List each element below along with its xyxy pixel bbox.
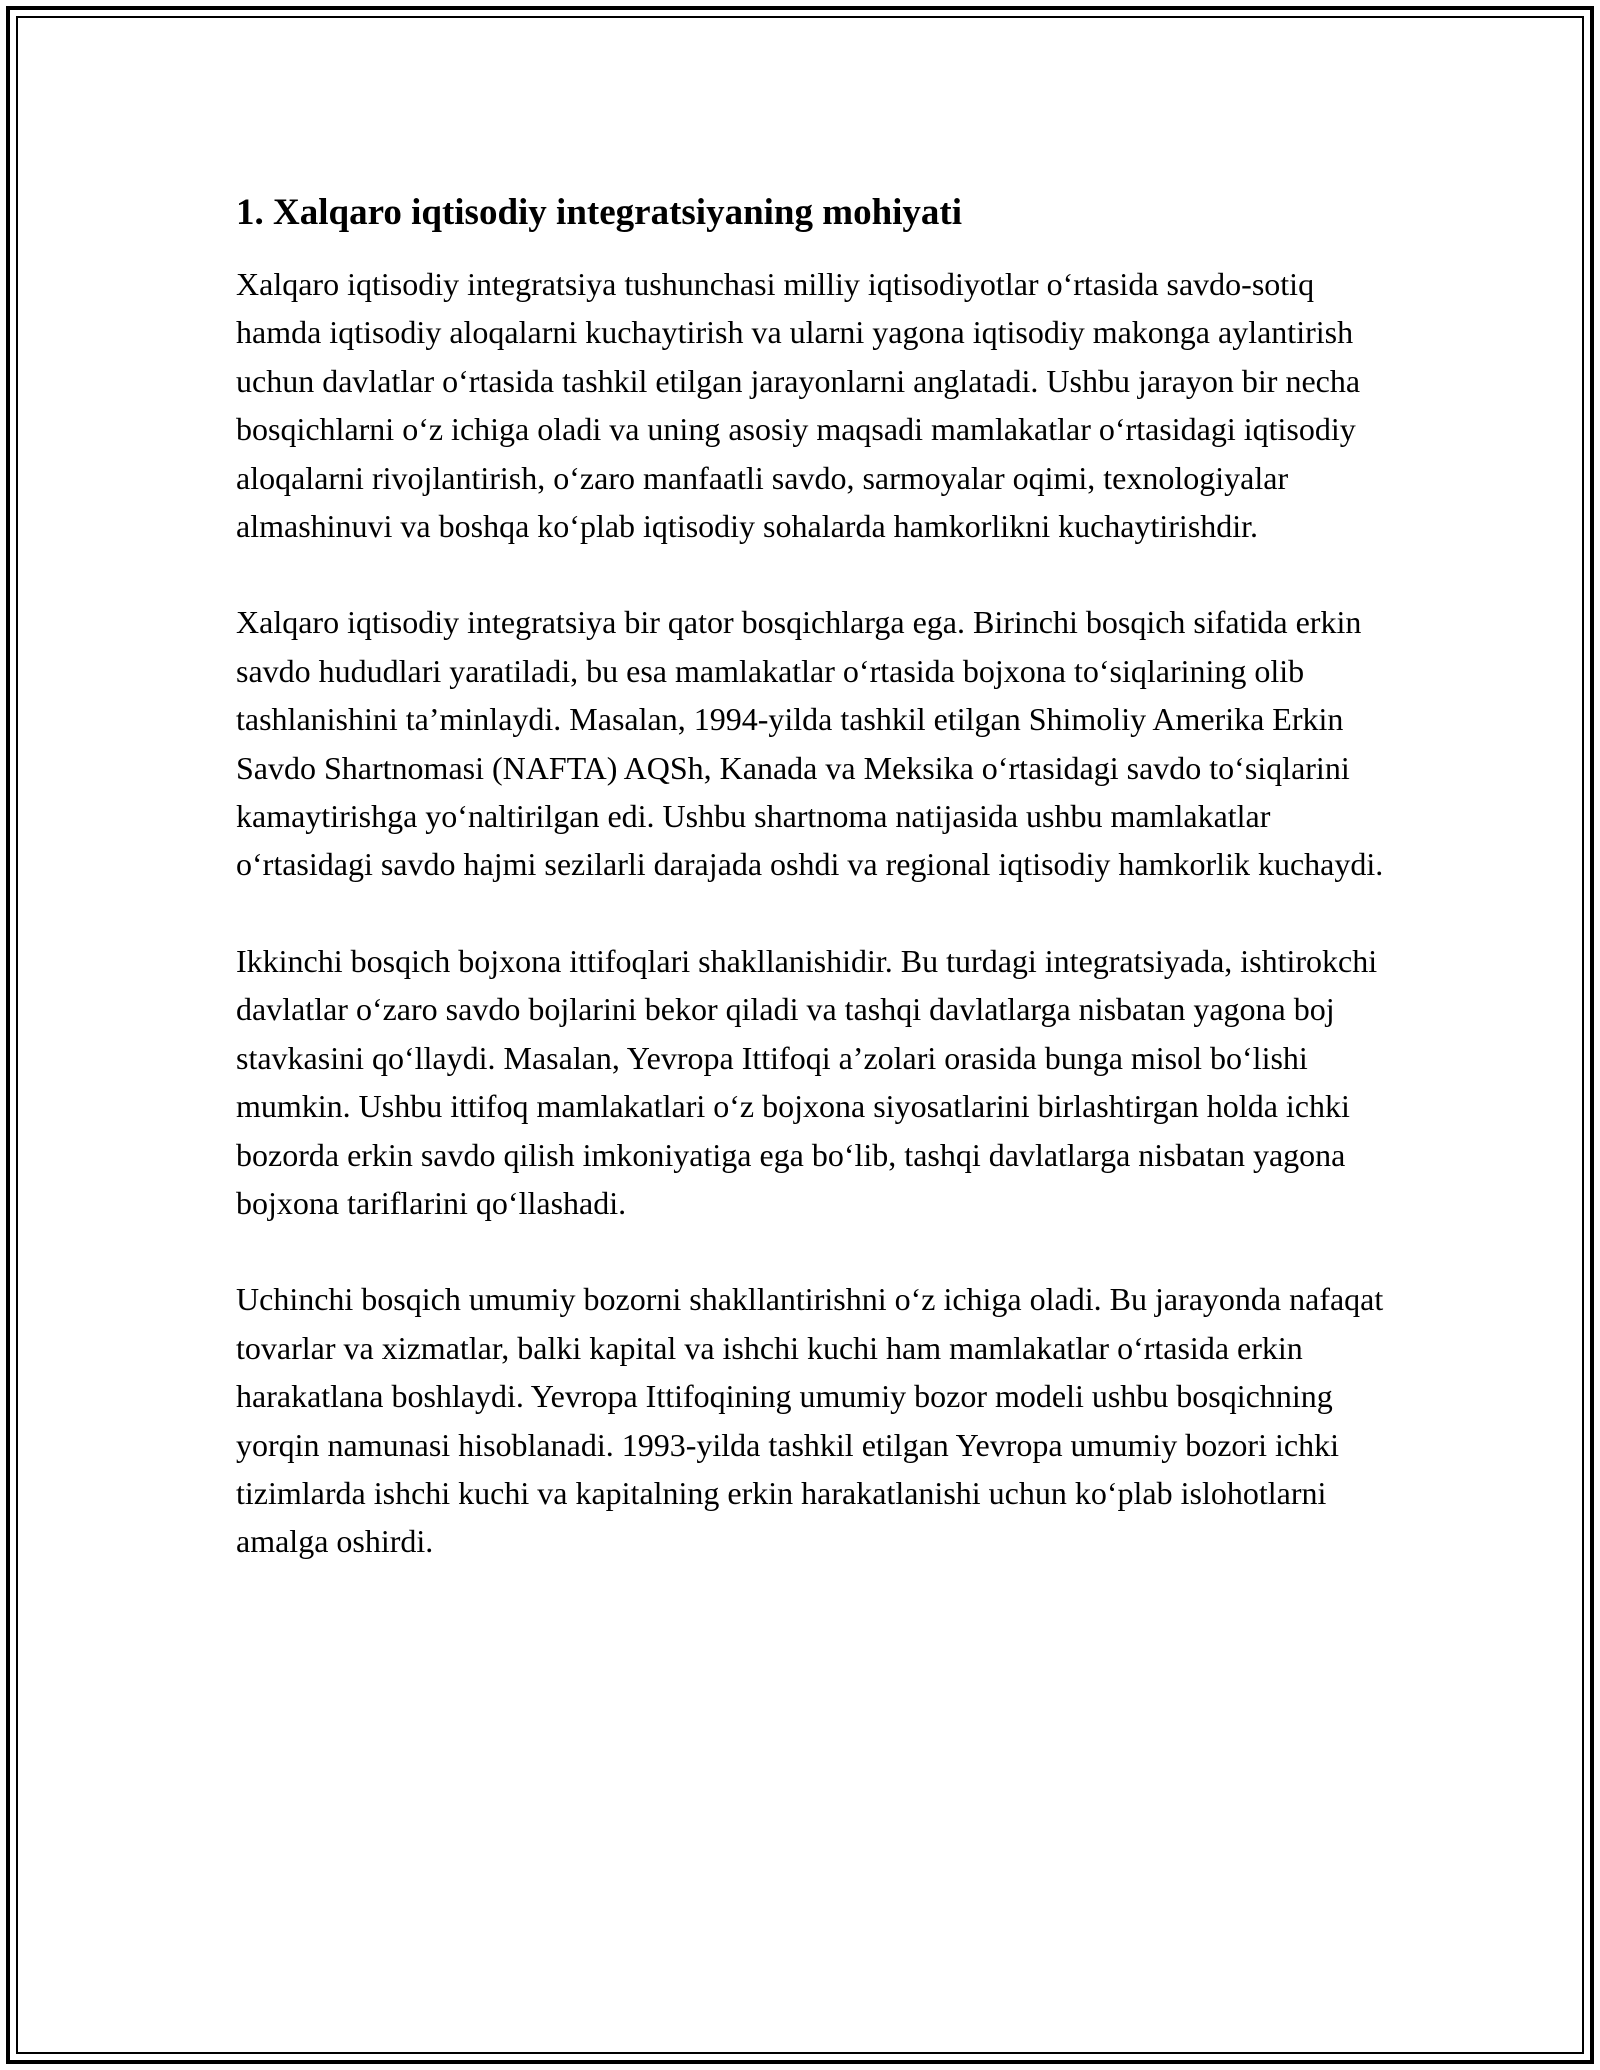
paragraph-1: Xalqaro iqtisodiy integratsiya tushunchasi milliy iqtisodiyotlar o‘rtasida savdo-sotiq hamda iqtisodiy aloqalarni kuchaytirish va ularni yagona iqtisodiy makonga aylantirish uchun davlatlar o‘rtasida tashkil etilgan jarayonlarni anglatadi. Ushbu jarayon bir necha bosqichlarni o‘z ichiga oladi va uning asosiy maqsadi mamlakatlar o‘rtasidagi iqtisodiy aloqalarni rivojlantirish, o‘zaro manfaatli savdo, sarmoyalar oqimi, texnologiyalar almashinuvi va boshqa ko‘plab iqtisodiy sohalarda hamkorlikni kuchaytirishdir. bbox=[236, 266, 1361, 545]
document-body bbox=[236, 190, 1386, 1614]
paragraph-2: Xalqaro iqtisodiy integratsiya bir qator bosqichlarga ega. Birinchi bosqich sifatida erkin savdo hududlari yaratiladi, bu esa mamlakatlar o‘rtasida bojxona to‘siqlarining olib tashlanishini ta’minlaydi. Masalan, 1994-yilda tashkil etilgan Shimoliy Amerika Erkin Savdo Shartnomasi (NAFTA) AQSh, Kanada va Meksika o‘rtasidagi savdo to‘siqlarini kamaytirishga yo‘naltirilgan edi. Ushbu shartnoma natijasida ushbu mamlakatlar o‘rtasidagi savdo hajmi sezilarli darajada oshdi va regional iqtisodiy hamkorlik kuchaydi. bbox=[236, 604, 1384, 883]
paragraph-4: Uchinchi bosqich umumiy bozorni shakllantirishni o‘z ichiga oladi. Bu jarayonda nafaqat tovarlar va xizmatlar, balki kapital va ishchi kuchi ham mamlakatlar o‘rtasida erkin harakatlana boshlaydi. Yevropa Ittifoqining umumiy bozor modeli ushbu bosqichning yorqin namunasi hisoblanadi. 1993-yilda tashkil etilgan Yevropa umumiy bozori ichki tizimlarda ishchi kuchi va kapitalning erkin harakatlanishi uchun ko‘plab islohotlarni amalga oshirdi. bbox=[236, 1281, 1384, 1560]
section-heading: 1. Xalqaro iqtisodiy integratsiyaning mohiyati bbox=[236, 192, 963, 233]
paragraph-3: Ikkinchi bosqich bojxona ittifoqlari shakllanishidir. Bu turdagi integratsiyada, ishtirokchi davlatlar o‘zaro savdo bojlarini bekor qiladi va tashqi davlatlarga nisbatan yagona boj stavkasini qo‘llaydi. Masalan, Yevropa Ittifoqi a’zolari orasida bunga misol bo‘lishi mumkin. Ushbu ittifoq mamlakatlari o‘z bojxona siyosatlarini birlashtirgan holda ichki bozorda erkin savdo qilish imkoniyatiga ega bo‘lib, tashqi davlatlarga nisbatan yagona bojxona tariflarini qo‘llashadi. bbox=[236, 942, 1378, 1221]
